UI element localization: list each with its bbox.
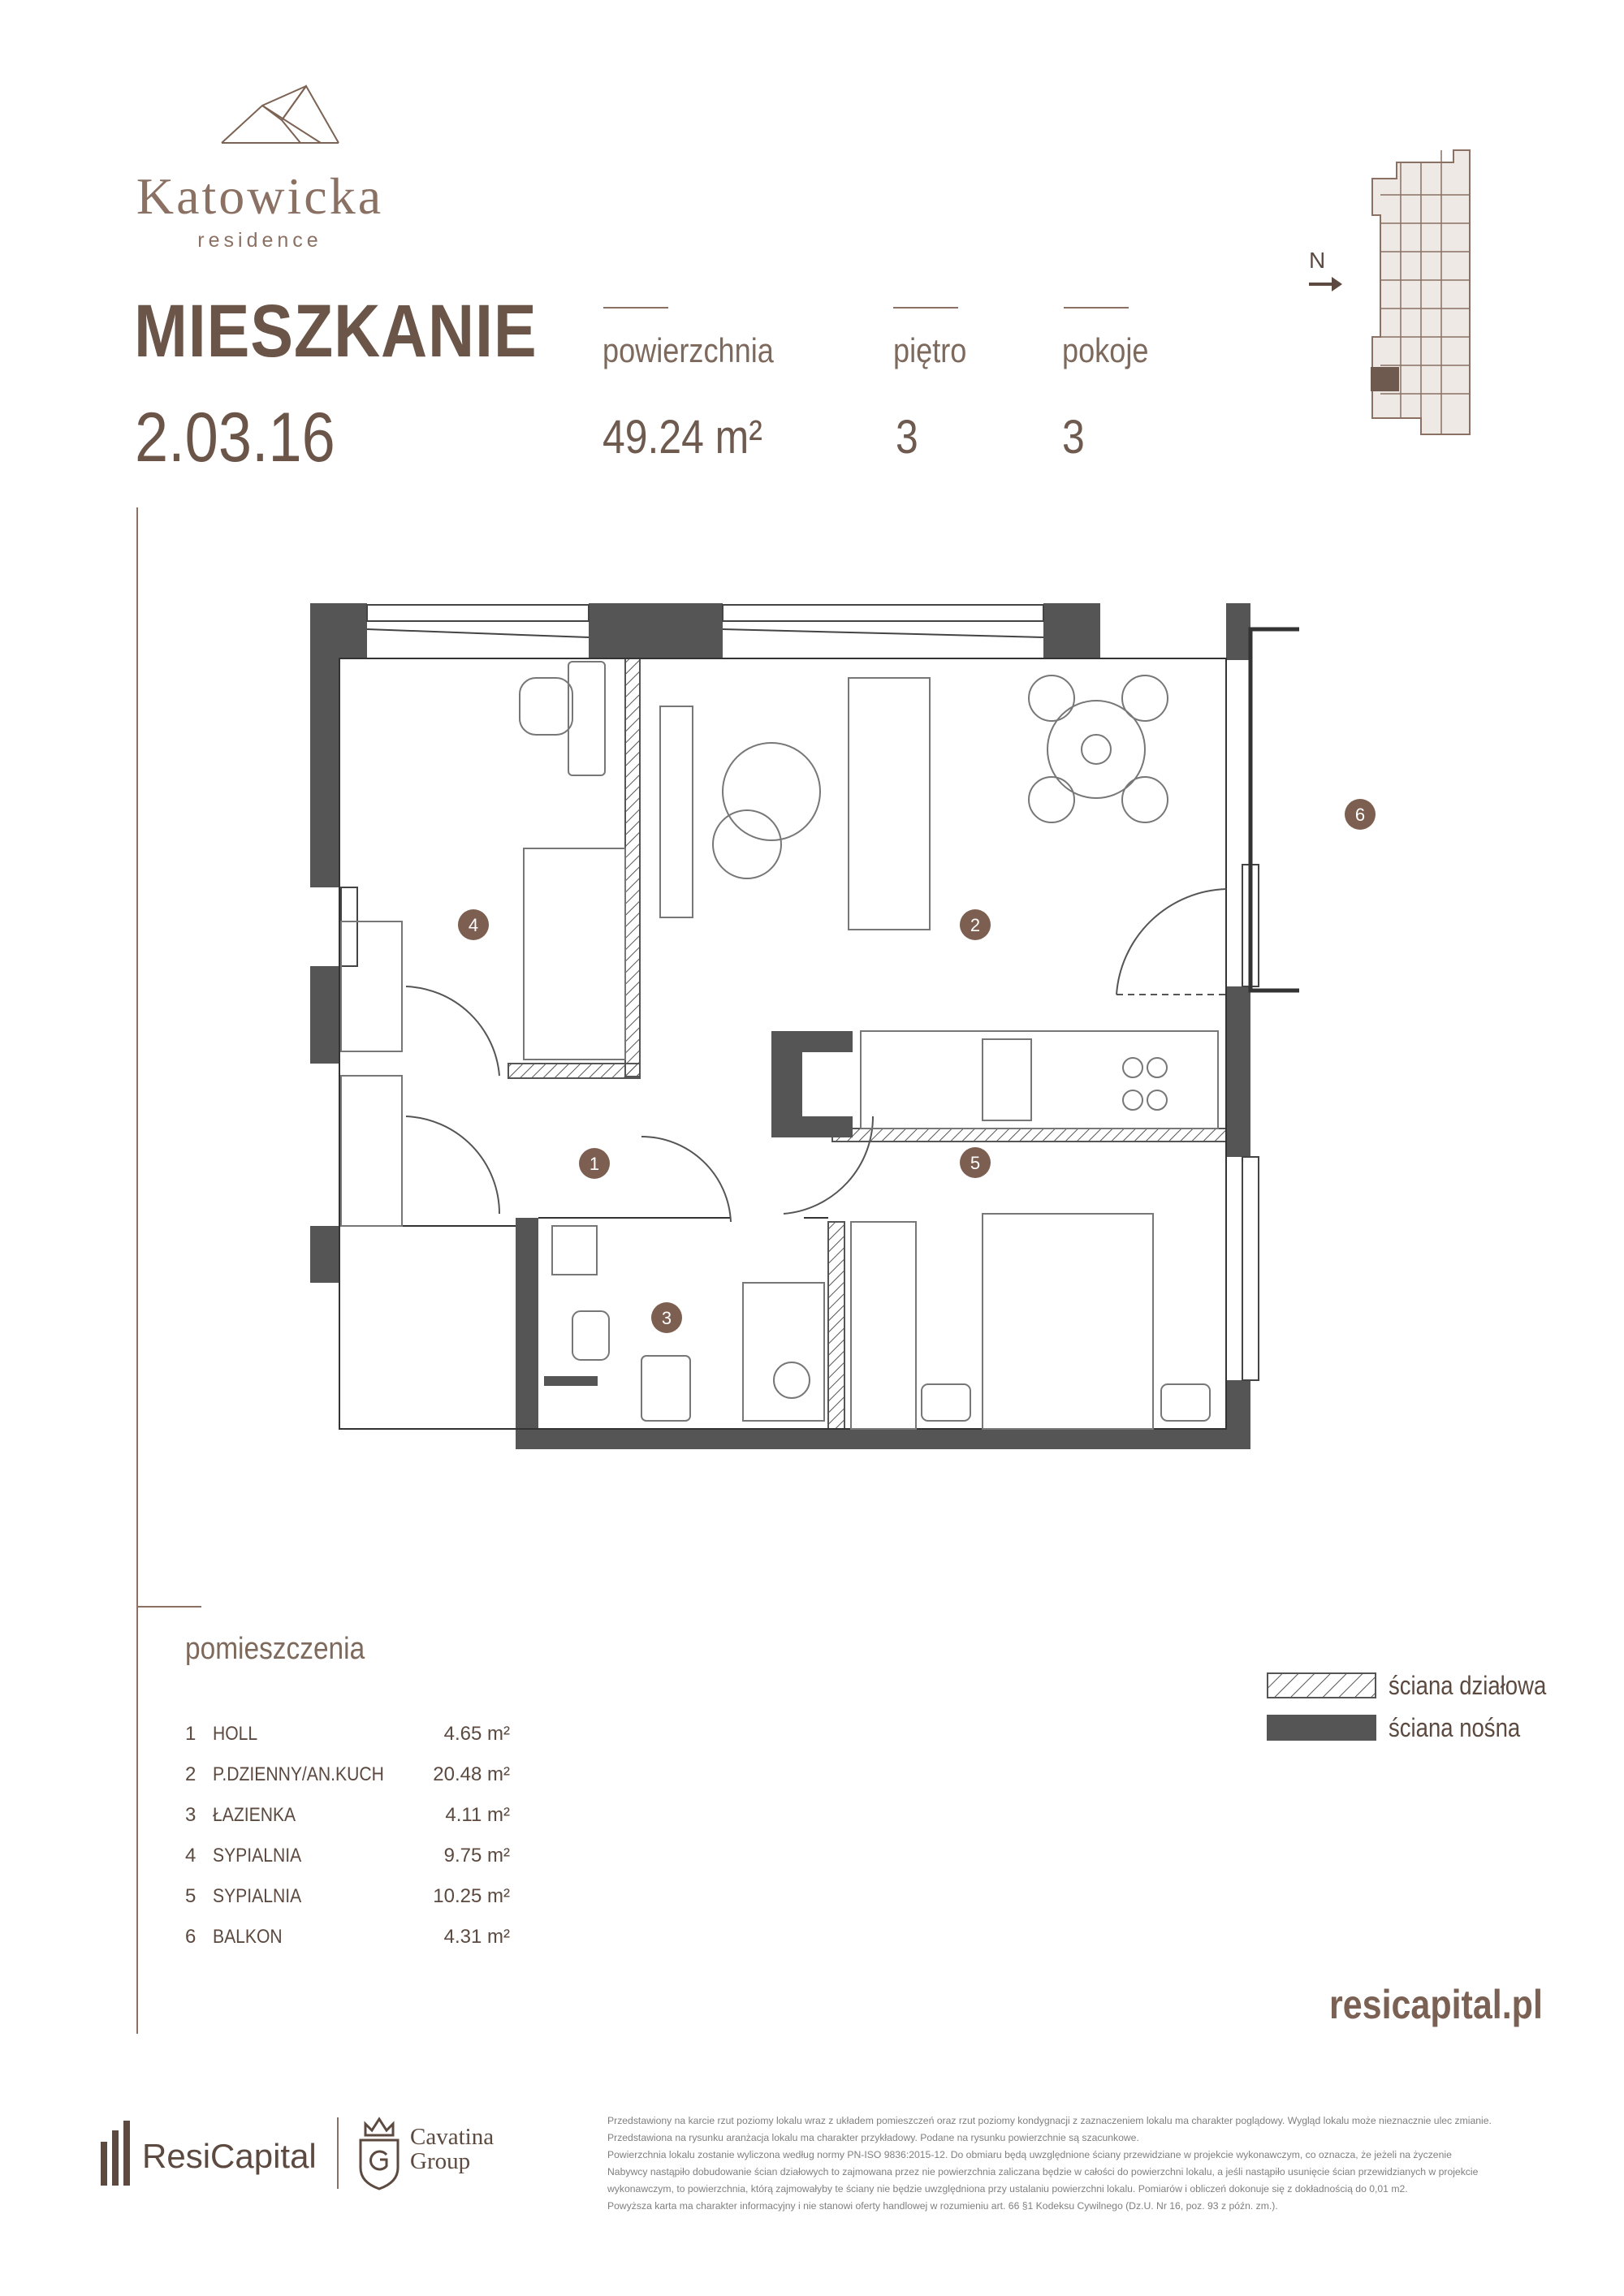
north-arrow-icon — [1307, 272, 1344, 296]
apartment-number: 2.03.16 — [135, 399, 335, 477]
cavatina-logo — [410, 2125, 494, 2173]
disclaimer-line: Przedstawiona na rysunku aranżacja lokalu ma charakter przykładowy. Podane na rysunku powierzchnie są szacunkowe. — [607, 2132, 1139, 2143]
list-item: 1 HOLL 4.65 m² — [185, 1723, 510, 1745]
room-marker-6 — [1342, 796, 1378, 832]
doors — [406, 889, 1226, 1222]
north-label: N — [1309, 248, 1326, 273]
windows — [341, 605, 1259, 1380]
list-item: 5 SYPIALNIA 10.25 m² — [185, 1885, 510, 1907]
cavatina-crest-icon — [357, 2116, 401, 2190]
logo-divider — [337, 2117, 339, 2189]
area-label: powierzchnia — [603, 331, 774, 369]
floor-value: 3 — [896, 411, 918, 464]
resicapital-logo-icon — [99, 2119, 136, 2187]
brand-subtitle: residence — [197, 229, 322, 252]
floor-plan — [300, 597, 1299, 1449]
disclaimer — [607, 2113, 1535, 2215]
partition-wall-label: ściana działowa — [1389, 1671, 1547, 1700]
bearing-wall-swatch — [1267, 1715, 1376, 1741]
room-marker-5-label: 5 — [970, 1153, 981, 1173]
bearing-wall-label: ściana nośna — [1389, 1713, 1521, 1742]
rooms-count-value: 3 — [1062, 411, 1085, 464]
room-marker-4-label: 4 — [468, 915, 479, 935]
stat-rule — [1064, 307, 1129, 309]
disclaimer-line: wykonawczym, to powierzchnia, którą zajmowałyby te ściany nie będzie uwzględniona przy ustalaniu powierzchni lokalu. Pomiarów i obliczeń dokonuje się z dokładnością do 0,01 m2. — [607, 2183, 1408, 2195]
mountain-logo-icon — [215, 81, 345, 146]
stat-rule — [893, 307, 958, 309]
stat-rule — [603, 307, 668, 309]
frame-line — [136, 1606, 201, 1608]
list-item: 4 SYPIALNIA 9.75 m² — [185, 1845, 510, 1867]
disclaimer-line: Powyższa karta ma charakter informacyjny i nie stanowi oferty handlowej w rozumieniu art. 66 §1 Kodeksu Cywilnego (Dz.U. Nr 16, poz. 93 z późn. zm.). — [607, 2200, 1278, 2212]
area-value: 49.24 m² — [603, 411, 762, 464]
resicapital-logo: ResiCapital — [142, 2137, 317, 2175]
floor-label: piętro — [893, 331, 967, 369]
building-key-plan-icon — [1364, 146, 1474, 438]
room-marker-3-label: 3 — [661, 1308, 672, 1328]
disclaimer-line: Powierzchnia lokalu zostanie wyliczona według normy PN-ISO 9836:2015-12. Do obmiaru będą uwzględnione ściany przewidziane w projekcie wykonawczym, co oznacza, że jeżeli na życzenie — [607, 2149, 1452, 2160]
rooms-count-label: pokoje — [1062, 331, 1149, 369]
room-marker-1-label: 1 — [589, 1154, 600, 1174]
partition-walls — [508, 658, 1226, 1429]
disclaimer-line: Przedstawiony na karcie rzut poziomy lokalu wraz z układem pomieszczeń oraz rzut poziomy kondygnacji z zaznaczeniem lokalu ma charakter poglądowy. Wygląd lokalu może nieznacznie ulec zmianie. — [607, 2115, 1492, 2126]
cavatina-logo-line1: Cavatina — [410, 2124, 495, 2150]
rooms-title: pomieszczenia — [185, 1632, 365, 1666]
disclaimer-line: Nabywcy nastąpiło dobudowanie ścian działowych to zajmowana przez nie powierzchnia zaliczana będzie w całości do powierzchni lokalu, a jeśli nastąpiło usunięcie ścian przewidzianych w projekcie — [607, 2166, 1479, 2177]
partition-wall-swatch — [1267, 1672, 1376, 1698]
list-item: 3 ŁAZIENKA 4.11 m² — [185, 1804, 510, 1826]
cavatina-logo-line2: Group — [410, 2148, 471, 2174]
brand-name: Katowicka — [136, 167, 384, 225]
list-item: 2 P.DZIENNY/AN.KUCH 20.48 m² — [185, 1763, 510, 1785]
page-title: MIESZKANIE — [134, 290, 538, 373]
frame-line — [136, 507, 138, 2034]
room-marker-6-label: 6 — [1354, 805, 1366, 825]
bearing-walls — [310, 603, 1250, 1449]
website-link[interactable]: resicapital.pl — [1329, 1982, 1543, 2027]
list-item: 6 BALKON 4.31 m² — [185, 1926, 510, 1948]
room-marker-2-label: 2 — [970, 915, 981, 935]
